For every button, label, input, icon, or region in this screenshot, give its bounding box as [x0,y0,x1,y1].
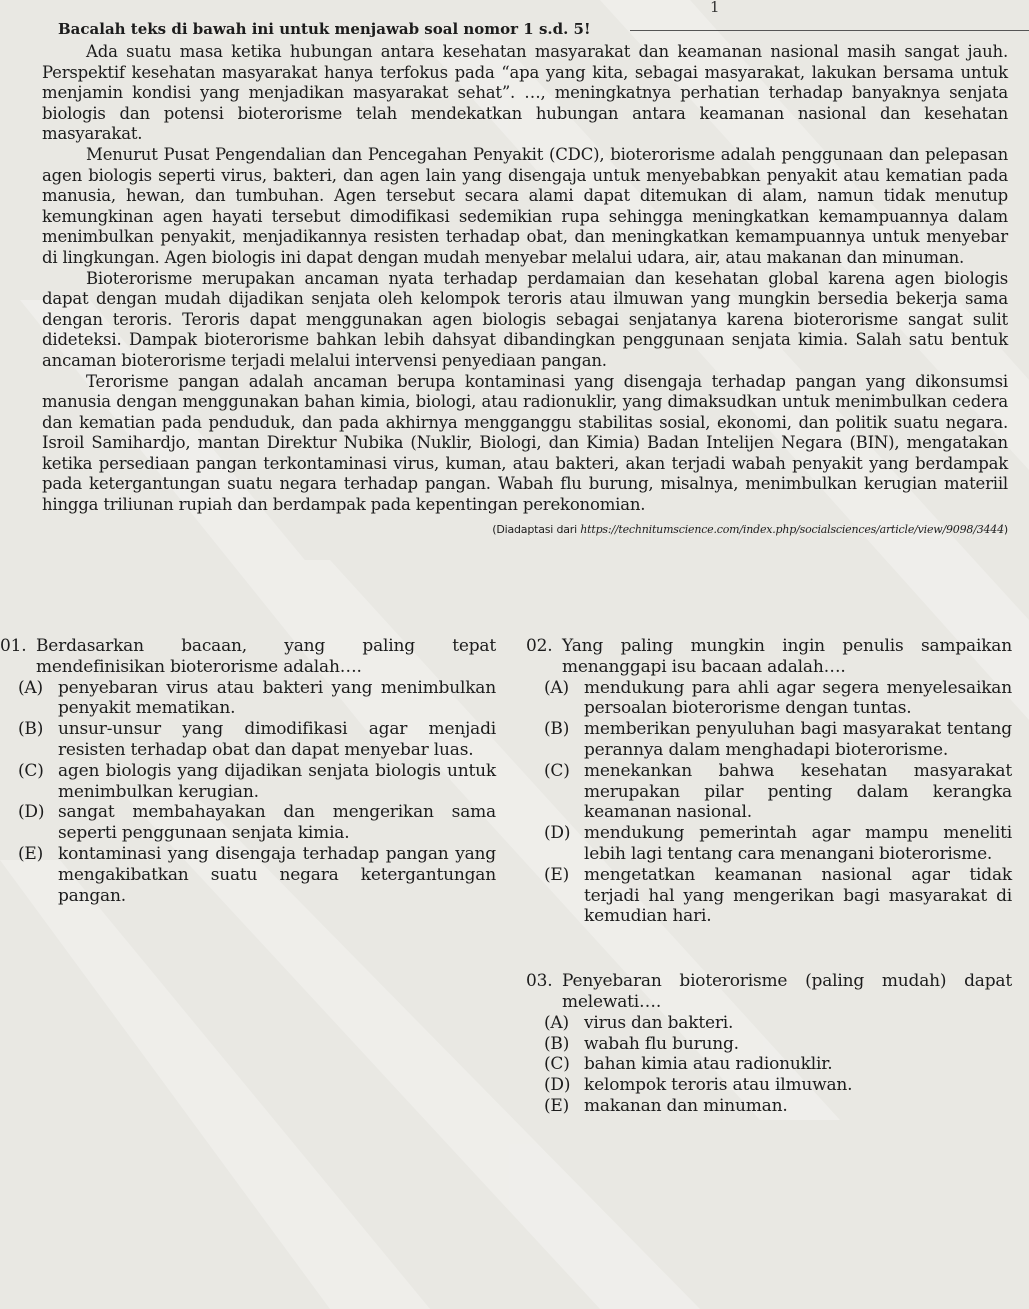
answer-option-e[interactable] [526,1096,1012,1117]
source-citation [42,520,1008,541]
question-2 [526,636,1012,927]
option-letter: (A) [18,677,43,698]
answer-option-b[interactable] [0,719,496,761]
option-text: mengetatkan keamanan nasional agar tidak terjadi hal yang mengerikan bagi masyarakat di kemudian hari. [584,864,1012,927]
question-gap [526,931,1012,971]
source-suffix: ) [1003,522,1008,536]
answer-option-d[interactable] [526,823,1012,865]
instruction-header: Bacalah teks di bawah ini untuk menjawab soal nomor 1 s.d. 5! [58,20,591,38]
option-text: mendukung para ahli agar segera menyelesaikan persoalan bioterorisme dengan tuntas. [584,677,1012,719]
option-text: sangat membahayakan dan mengerikan sama seperti penggunaan senjata kimia. [58,802,496,844]
reading-passage [42,42,1008,540]
option-text: wabah flu burung. [584,1033,739,1054]
option-text: bahan kimia atau radionuklir. [584,1054,833,1075]
option-letter: (B) [18,719,44,740]
option-letter: (D) [18,802,45,823]
answer-option-e[interactable] [0,844,496,906]
option-letter: (C) [18,760,44,781]
top-rule [630,30,1029,31]
answer-option-a[interactable] [0,678,496,720]
answer-option-d[interactable] [526,1075,1012,1096]
option-letter: (D) [544,823,571,844]
question-text: Yang paling mungkin ingin penulis sampaikan menanggapi isu bacaan adalah…. [562,636,1012,677]
option-text: memberikan penyuluhan bagi masyarakat tentang perannya dalam menghadapi bioterorisme. [584,719,1012,760]
option-letter: (C) [544,760,570,781]
answer-option-e[interactable] [526,865,1012,927]
option-text: agen biologis yang dijadikan senjata biologis untuk menimbulkan kerugian. [58,760,496,802]
question-1 [0,636,496,906]
option-letter: (B) [544,1033,570,1054]
option-letter: (C) [544,1054,570,1075]
answer-option-d[interactable] [0,802,496,844]
passage-paragraph-1: Ada suatu masa ketika hubungan antara kesehatan masyarakat dan keamanan nasional masih sangat jauh. Perspektif kesehatan masyarakat hanya terfokus pada “apa yang kita, sebagai masyarakat, lakukan bersama untuk menjamin kondisi yang menjadikan masyarakat sehat”. …, meningkatnya perhatian terhadap banyaknya senjata biologis dan potensi bioterorisme telah mendekatkan hubungan antara keamanan nasional dan kesehatan masyarakat. [42,42,1008,144]
option-text: makanan dan minuman. [584,1095,788,1116]
option-letter: (D) [544,1075,571,1096]
answer-option-a[interactable] [526,678,1012,720]
option-text: kelompok teroris atau ilmuwan. [584,1075,853,1096]
answer-option-c[interactable] [0,761,496,803]
answer-option-a[interactable] [526,1013,1012,1034]
question-stem [0,636,496,678]
answer-option-c[interactable] [526,1054,1012,1075]
page-number: 1 [710,0,720,16]
passage-paragraph-3: Bioterorisme merupakan ancaman nyata terhadap perdamaian dan kesehatan global karena agen biologis dapat dengan mudah dijadikan senjata oleh kelompok teroris atau ilmuwan yang mungkin bersedia bekerja sama dengan teroris. Teroris dapat menggunakan agen biologis sebagai senjatanya karena bioterorisme sangat sulit dideteksi. Dampak bioterorisme bahkan lebih dahsyat dibandingkan penggunaan senjata kimia. Salah satu bentuk ancaman bioterorisme terjadi melalui intervensi penyediaan pangan. [42,268,1008,370]
question-number: 02. [526,636,553,656]
questions-right-column [526,636,1012,1121]
option-text: kontaminasi yang disengaja terhadap pangan yang mengakibatkan suatu negara ketergantungan pangan. [58,843,496,906]
source-prefix: (Diadaptasi dari [492,522,581,536]
option-letter: (A) [544,677,569,698]
question-text: Penyebaran bioterorisme (paling mudah) dapat melewati…. [562,971,1012,1012]
source-url: https://technitumscience.com/index.php/socialsciences/article/view/9098/3444 [580,522,1004,536]
option-letter: (E) [544,1095,570,1116]
option-text: menekankan bahwa kesehatan masyarakat merupakan pilar penting dalam kerangka keamanan nasional. [584,760,1012,823]
passage-paragraph-4: Terorisme pangan adalah ancaman berupa kontaminasi yang disengaja terhadap pangan yang dikonsumsi manusia dengan menggunakan bahan kimia, biologi, atau radionuklir, yang dimaksudkan untuk menimbulkan cedera dan kematian pada penduduk, dan pada akhirnya mengganggu stabilitas sosial, ekonomi, dan politik suatu negara. Isroil Samihardjo, mantan Direktur Nubika (Nuklir, Biologi, dan Kimia) Badan Intelijen Negara (BIN), mengatakan ketika persediaan pangan terkontaminasi virus, kuman, atau bakteri, akan terjadi wabah penyakit yang berdampak pada ketergantungan suatu negara terhadap pangan. Wabah flu burung, misalnya, menimbulkan kerugian materiil hingga triliunan rupiah dan berdampak pada kepentingan perekonomian. [42,371,1008,515]
option-text: penyebaran virus atau bakteri yang menimbulkan penyakit mematikan. [58,677,496,719]
answer-option-b[interactable] [526,719,1012,761]
option-letter: (E) [544,864,570,885]
answer-option-b[interactable] [526,1034,1012,1055]
question-3 [526,971,1012,1117]
option-text: virus dan bakteri. [584,1012,734,1033]
option-letter: (A) [544,1012,569,1033]
question-stem [526,971,1012,1013]
option-text: unsur-unsur yang dimodifikasi agar menjadi resisten terhadap obat dan dapat menyebar luas. [58,719,496,760]
question-stem [526,636,1012,678]
passage-paragraph-2: Menurut Pusat Pengendalian dan Pencegahan Penyakit (CDC), bioterorisme adalah penggunaan dan pelepasan agen biologis seperti virus, bakteri, dan agen lain yang disengaja untuk menyebabkan penyakit atau kematian pada manusia, hewan, dan tumbuhan. Agen tersebut secara alami dapat ditemukan di alam, namun tidak menutup kemungkinan agen hayati tersebut dimodifikasi sedemikian rupa sehingga meningkatkan kemampuannya dalam menimbulkan penyakit, menjadikannya resisten terhadap obat, dan meningkatkan kemampuannya untuk menyebar di lingkungan. Agen biologis ini dapat dengan mudah menyebar melalui udara, air, atau makanan dan minuman. [42,144,1008,267]
option-letter: (B) [544,719,570,740]
questions-left-column [0,636,496,910]
question-number: 03. [526,971,553,992]
option-text: mendukung pemerintah agar mampu meneliti lebih lagi tentang cara menangani bioterorisme. [584,823,1012,864]
answer-option-c[interactable] [526,761,1012,823]
option-letter: (E) [18,843,44,864]
question-text: Berdasarkan bacaan, yang paling tepat mendefinisikan bioterorisme adalah…. [36,636,496,677]
question-number: 01. [0,636,27,656]
